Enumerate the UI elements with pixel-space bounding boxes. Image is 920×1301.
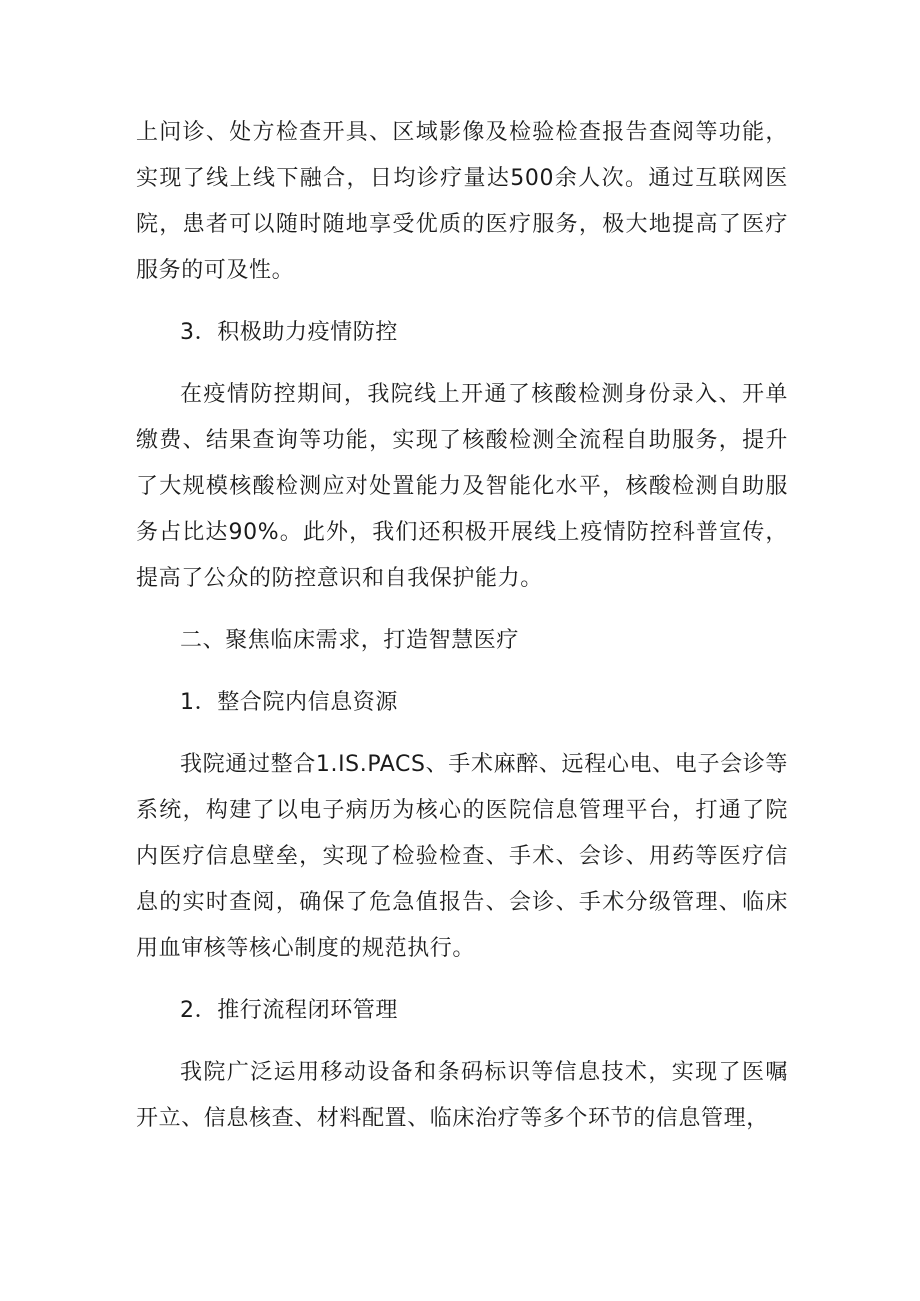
heading-part-two: 二、聚焦临床需求，打造智慧医疗 [180, 628, 520, 653]
heading-section-2: 2．推行流程闭环管理 [180, 998, 398, 1023]
document-body [136, 110, 788, 1158]
heading-section-1: 1．整合院内信息资源 [180, 690, 398, 715]
paragraph-closed-loop: 我院广泛运用移动设备和条码标识等信息技术，实现了医嘱开立、信息核查、材料配置、临床治疗等多个环节的信息管理， [136, 1060, 788, 1131]
paragraph-epidemic-control: 在疫情防控期间，我院线上开通了核酸检测身份录入、开单缴费、结果查询等功能，实现了核酸检测全流程自助服务，提升了大规模核酸检测应对处置能力及智能化水平，核酸检测自助服务占比达90%。此外，我们还积极开展线上疫情防控科普宣传，提高了公众的防控意识和自我保护能力。 [136, 382, 788, 591]
paragraph-info-integration: 我院通过整合1.IS.PACS、手术麻醉、远程心电、电子会诊等系统，构建了以电子病历为核心的医院信息管理平台，打通了院内医疗信息壁垒，实现了检验检查、手术、会诊、用药等医疗信息的实时查阅，确保了危急值报告、会诊、手术分级管理、临床用血审核等核心制度的规范执行。 [136, 752, 788, 961]
heading-section-3: 3．积极助力疫情防控 [180, 320, 398, 345]
paragraph-continuation: 上问诊、处方检查开具、区域影像及检验检查报告查阅等功能，实现了线上线下融合，日均诊疗量达500余人次。通过互联网医院，患者可以随时随地享受优质的医疗服务，极大地提高了医疗服务的可及性。 [136, 120, 788, 283]
